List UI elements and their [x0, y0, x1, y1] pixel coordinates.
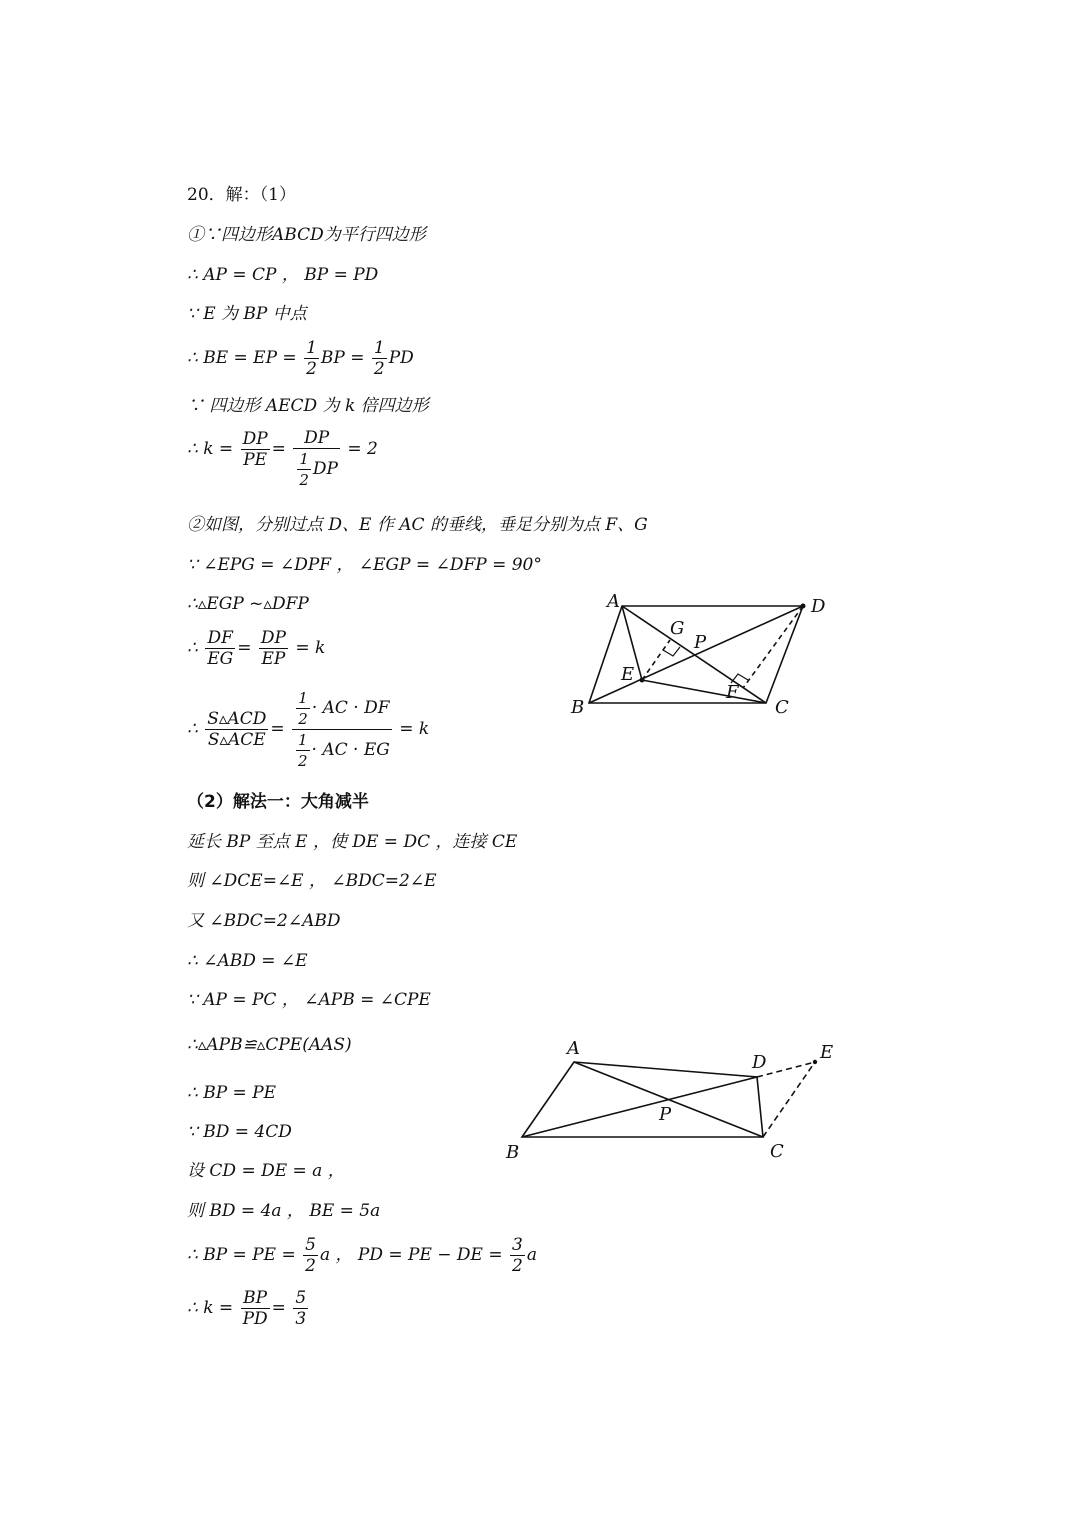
step-k-result: ∴ k = $\frac{BP}{PD}$ = $\frac{5}{3}$	[187, 1288, 307, 1329]
numerator: 1	[298, 689, 308, 707]
numerator: BP	[241, 1288, 270, 1309]
label-f: F	[726, 682, 739, 703]
denominator: EG	[207, 649, 234, 669]
numerator: DF	[205, 628, 235, 649]
numerator: 1	[373, 338, 385, 358]
numerator: 5	[305, 1235, 316, 1255]
text: ∴ k =	[187, 439, 234, 459]
text: ∴	[187, 719, 198, 739]
label-d: D	[752, 1052, 767, 1073]
step-ap-cp: ∴ AP = CP ， BP = PD	[187, 265, 379, 285]
step-bd-4cd: ∵ BD = 4CD	[187, 1122, 292, 1142]
denominator: PD	[242, 1309, 268, 1329]
text: ∴	[187, 638, 198, 658]
part2-header: （2）解法一：大角减半	[187, 792, 369, 812]
step-area-ratio: ∴ $\frac{\text{S▵ACD}}{\text{S▵ACE}}$ = $\frac{1}{2}$ · AC · DF $\frac{1}{2}$ · AC · EG = k	[187, 689, 430, 770]
denominator: 2	[298, 710, 308, 728]
fraction-half	[304, 338, 319, 379]
denominator: 2	[297, 752, 308, 770]
numerator: DP	[242, 429, 268, 449]
label-g: G	[670, 618, 685, 639]
diagonal-ac	[622, 606, 766, 703]
fraction-df-eg	[205, 628, 235, 669]
text: = 2	[347, 439, 378, 459]
label-p: P	[694, 632, 707, 653]
fraction-area-expanded	[292, 688, 392, 771]
denominator: 2	[305, 1256, 316, 1276]
numerator: DP	[260, 628, 286, 648]
fraction-dp-ep	[259, 628, 288, 669]
step-bp-pe: ∴ BP = PE	[187, 1083, 277, 1103]
figure-quadrilateral-2	[500, 1035, 845, 1165]
label-a: A	[567, 1038, 580, 1059]
step-angle-bdc: 又 ∠BDC=2∠ABD	[187, 911, 341, 931]
denominator: 2	[299, 471, 309, 489]
fraction-bp-pd	[241, 1288, 270, 1329]
text: · AC · DF	[311, 698, 390, 718]
text: ∴ BP = PE =	[187, 1245, 296, 1265]
step-extend-bp: 延长 BP 至点 E ，使 DE = DC ，连接 CE	[187, 832, 518, 852]
step-e-midpoint: ∵ E 为 BP 中点	[187, 304, 307, 324]
denominator: 2	[306, 359, 317, 379]
perpendicular-eg	[642, 640, 670, 680]
label-e: E	[621, 664, 635, 685]
fraction-half	[296, 688, 310, 729]
numerator: DP	[293, 428, 340, 449]
quadrilateral-abcd	[522, 1062, 763, 1137]
text: a	[526, 1245, 537, 1265]
fraction-5-2	[303, 1235, 318, 1276]
numerator: 1	[306, 338, 317, 358]
denominator: 3	[295, 1309, 307, 1329]
denominator	[292, 730, 392, 771]
step-df-eg-ratio: ∴ $\frac{DF}{EG}$ = $\frac{DP}{EP}$ = k	[187, 628, 326, 669]
fraction-half	[297, 449, 311, 490]
step-parallelogram: ①∵四边形ABCD为平行四边形	[187, 225, 426, 245]
step-abd-e: ∴ ∠ABD = ∠E	[187, 951, 308, 971]
fraction-area	[205, 709, 268, 750]
numerator: 5	[295, 1288, 307, 1308]
text: a ， PD = PE − DE =	[319, 1245, 503, 1265]
perpendicular-df	[743, 606, 803, 688]
label-a: A	[607, 591, 620, 612]
step-bd-be: 则 BD = 4a ， BE = 5a	[187, 1201, 381, 1221]
denominator: 2	[512, 1256, 523, 1276]
label-c: C	[770, 1141, 784, 1162]
fraction-half	[372, 338, 387, 379]
label-b: B	[506, 1142, 520, 1163]
step-perpendiculars: ②如图，分别过点 D、E 作 AC 的垂线，垂足分别为点 F、G	[187, 515, 648, 535]
numerator	[292, 688, 392, 730]
figure-parallelogram-1	[560, 585, 840, 720]
label-p: P	[659, 1104, 672, 1125]
denominator	[293, 449, 340, 490]
numerator: S▵ACD	[207, 709, 267, 729]
label-d: D	[811, 596, 826, 617]
step-similar: ∴▵EGP ~▵DFP	[187, 594, 309, 614]
solution-header: 20．解：（1）	[187, 185, 296, 205]
fraction-3-2	[510, 1235, 525, 1276]
step-set-a: 设 CD = DE = a ，	[187, 1161, 345, 1181]
point-d	[801, 604, 806, 609]
point-e	[640, 678, 645, 683]
step-k-quadrilateral: ∵ 四边形 AECD 为 k 倍四边形	[187, 396, 429, 416]
label-e: E	[820, 1042, 834, 1063]
text: = k	[399, 719, 430, 739]
point-e	[813, 1060, 817, 1064]
numerator: 1	[297, 731, 308, 749]
step-bp-pd-values	[187, 1235, 537, 1276]
label-b: B	[571, 697, 585, 718]
fraction-dp-pe	[241, 429, 270, 470]
label-c: C	[775, 697, 789, 718]
denominator: PE	[243, 450, 268, 470]
denominator: S▵ACE	[207, 730, 266, 750]
text: PD	[388, 348, 414, 368]
step-angles: ∵ ∠EPG = ∠DPF ， ∠EGP = ∠DFP = 90°	[187, 555, 542, 575]
fraction-5-3	[293, 1288, 308, 1329]
fraction-dp-half-dp	[293, 428, 340, 490]
right-angle-g	[663, 647, 680, 656]
step-congruent: ∴▵APB≌▵CPE(AAS)	[187, 1035, 352, 1055]
step-ap-pc: ∵ AP = PC ， ∠APB = ∠CPE	[187, 990, 431, 1010]
denominator: EP	[261, 649, 286, 669]
text: ∴ k =	[187, 1298, 234, 1318]
numerator: 1	[299, 450, 309, 468]
fraction-half	[296, 730, 310, 771]
text: ∴ BE = EP =	[187, 348, 297, 368]
text: BP =	[320, 348, 365, 368]
text: DP	[312, 459, 338, 479]
text: · AC · EG	[311, 740, 390, 760]
step-be-ep	[187, 338, 414, 379]
numerator: 3	[512, 1235, 523, 1255]
step-k-equals: ∴ k = $\frac{DP}{PE}$ = DP $\frac{1}{2}$ DP = 2	[187, 428, 378, 489]
step-angle-dce: 则 ∠DCE=∠E ， ∠BDC=2∠E	[187, 871, 437, 891]
segment-ec	[642, 680, 766, 703]
text: = k	[295, 638, 326, 658]
denominator: 2	[373, 359, 385, 379]
